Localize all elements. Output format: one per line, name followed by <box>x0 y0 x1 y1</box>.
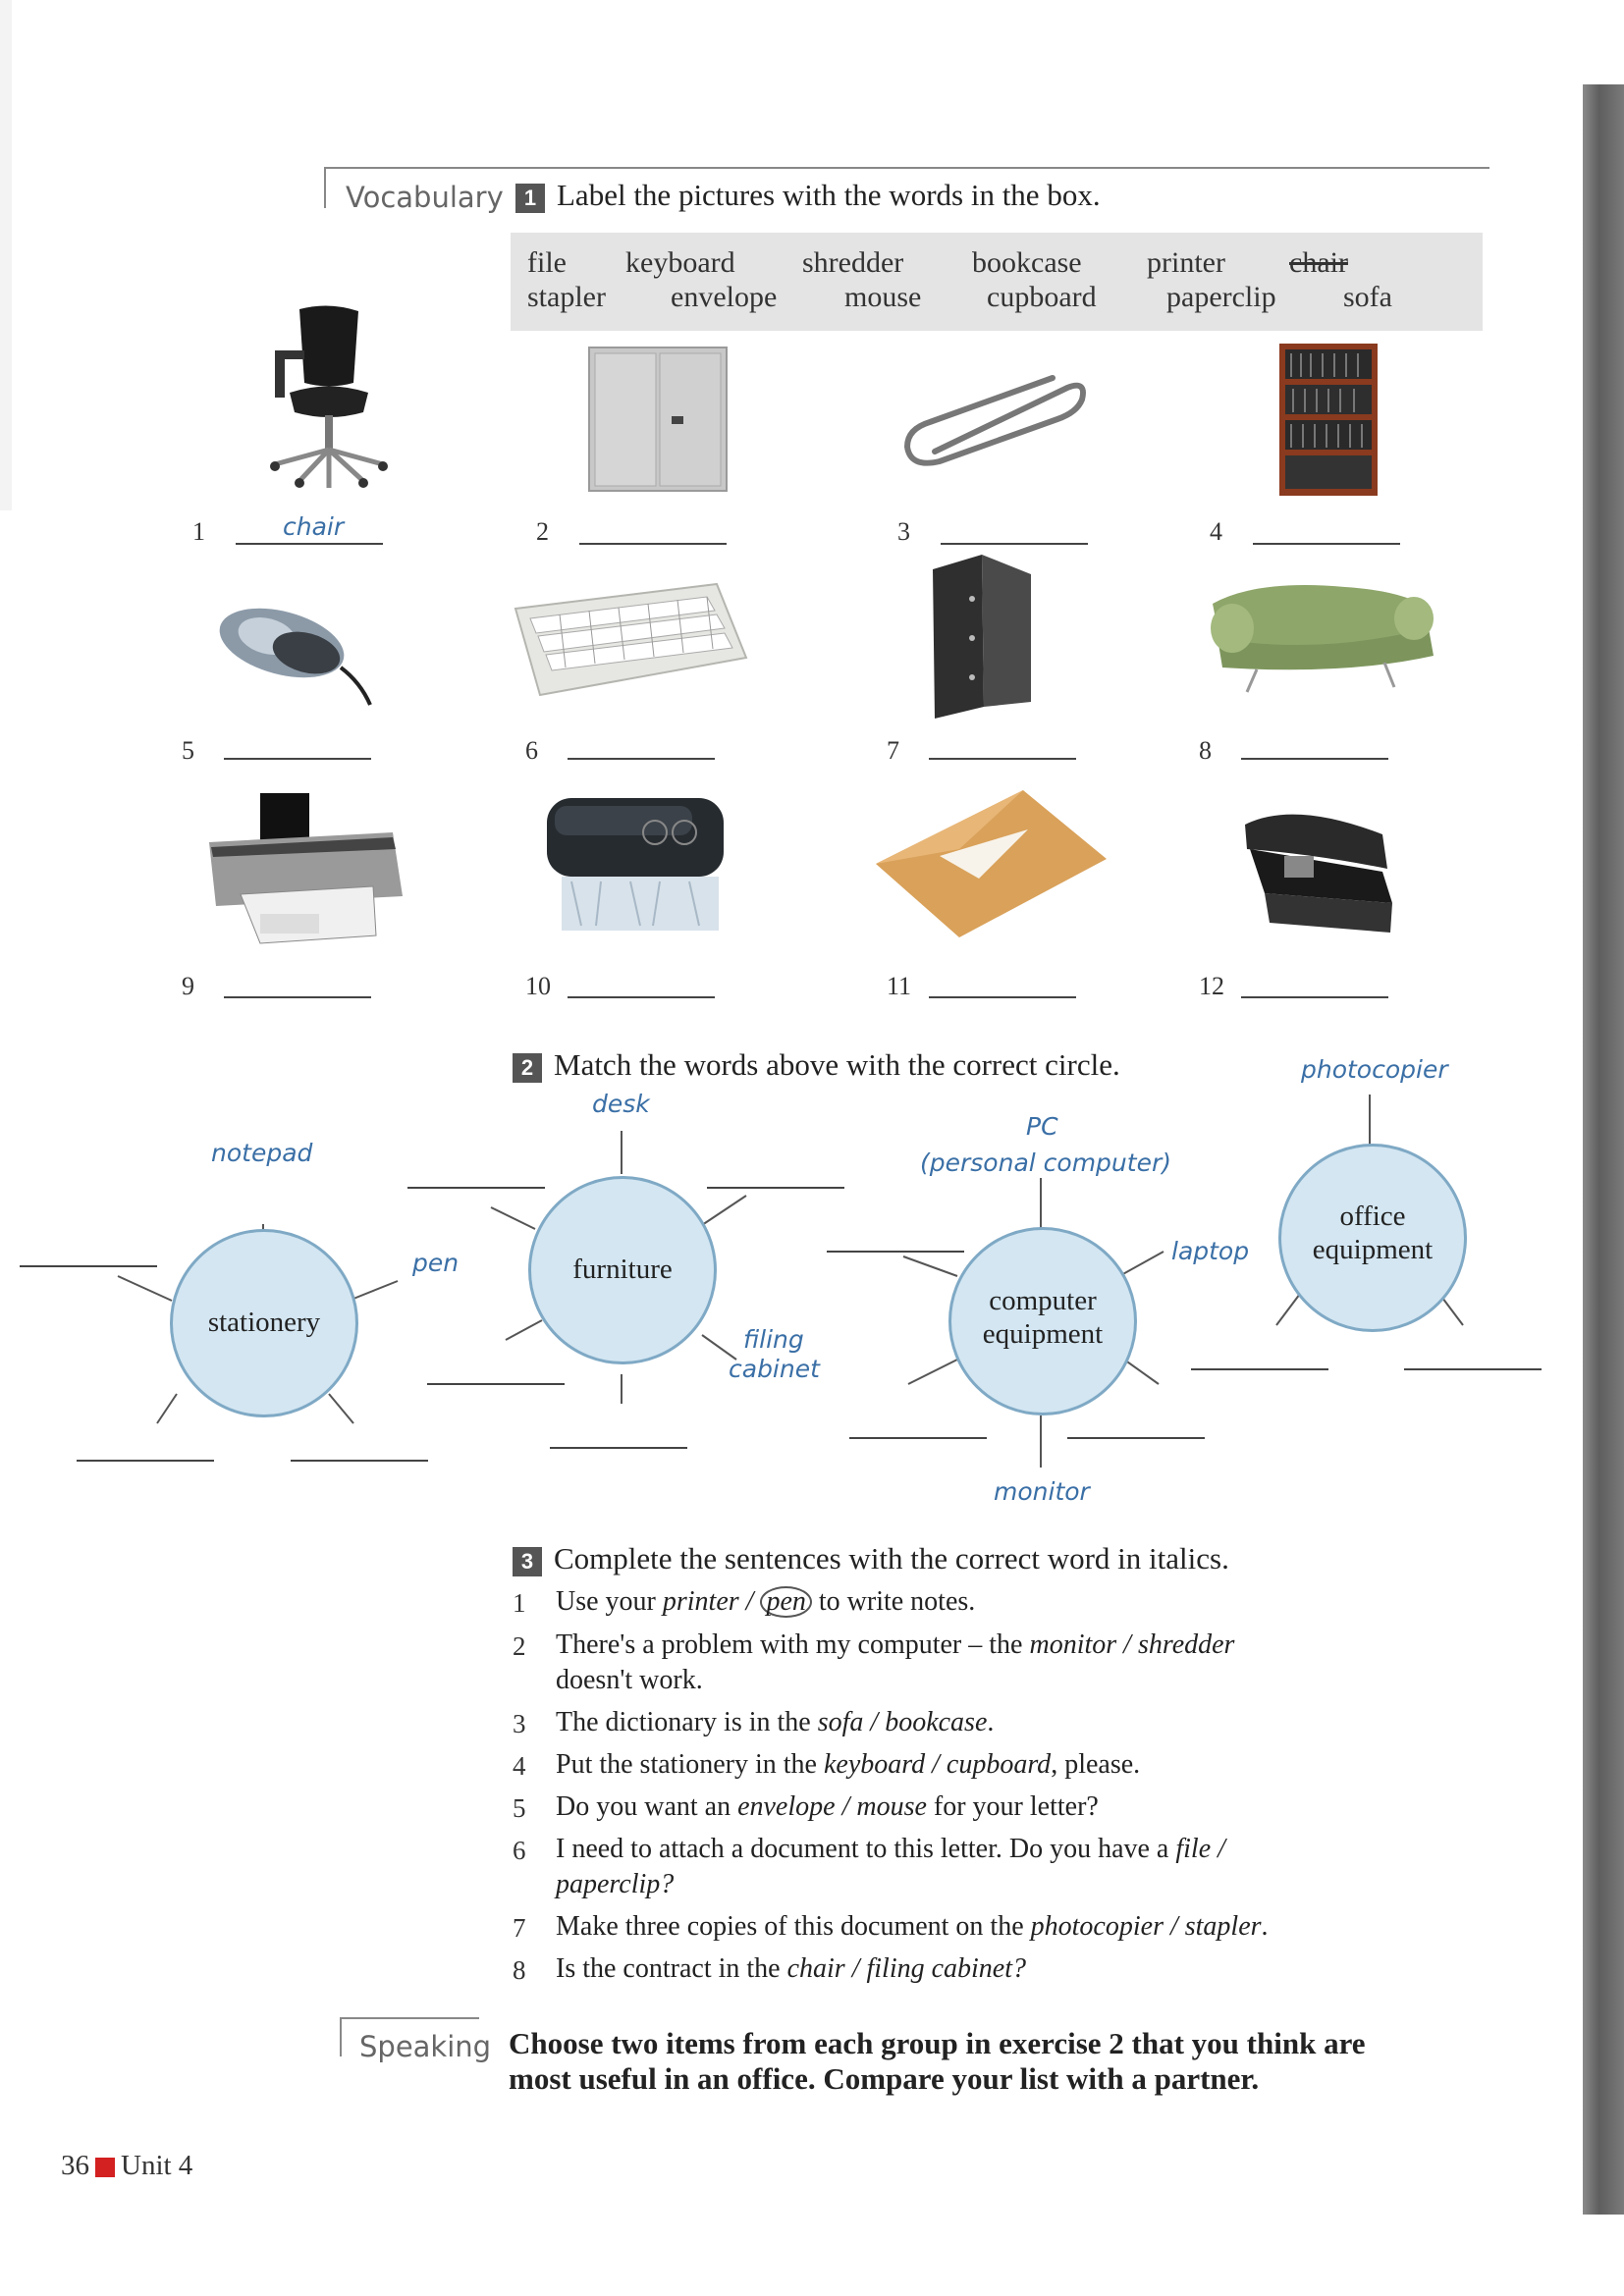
word-box-word: cupboard <box>987 281 1097 313</box>
section-label-vocabulary: Vocabulary <box>346 181 504 214</box>
word-box-word: paperclip <box>1166 281 1276 313</box>
answer-line[interactable] <box>1253 543 1400 545</box>
sentence <box>556 1747 1140 1783</box>
sentence <box>556 1584 975 1620</box>
option-2[interactable]: shredder <box>1137 1629 1235 1660</box>
circle-label-computer-equipment <box>948 1284 1137 1351</box>
sentence <box>556 1951 1026 1987</box>
section-label-speaking: Speaking <box>359 2030 492 2063</box>
speaking-instruction <box>509 2026 1366 2097</box>
handwritten-notepad: notepad <box>211 1139 313 1167</box>
item-number: 2 <box>536 517 549 546</box>
sentence <box>556 1909 1269 1945</box>
word-box-word: printer <box>1147 246 1225 279</box>
item-number: 6 <box>525 736 538 765</box>
sentence-text: Is the contract in the <box>556 1953 787 1984</box>
item-number: 9 <box>182 972 194 1000</box>
sentence-text: There's a problem with my computer – the <box>556 1629 1030 1660</box>
word-box-word: file <box>527 246 567 279</box>
shredder-picture <box>537 778 738 940</box>
word-box-word: keyboard <box>625 246 735 279</box>
word-box-word: shredder <box>802 246 904 279</box>
sentence-number: 1 <box>513 1588 526 1618</box>
answer-line[interactable] <box>1241 996 1388 998</box>
option-separator: / <box>1163 1911 1185 1942</box>
answer-line[interactable] <box>929 758 1076 760</box>
scan-edge-shadow <box>0 0 12 510</box>
item-number: 1 <box>192 517 205 546</box>
option-1[interactable]: sofa <box>817 1707 864 1737</box>
sentence-text: Do you want an <box>556 1791 738 1822</box>
item-number: 7 <box>887 736 899 765</box>
option-2[interactable]: paperclip? <box>556 1869 675 1899</box>
sentence-number: 5 <box>513 1793 526 1823</box>
handwritten-photocopier: photocopier <box>1301 1055 1448 1084</box>
exercise3-number: 3 <box>513 1547 542 1576</box>
handwritten-cabinet: cabinet <box>729 1355 820 1383</box>
sentence-number: 7 <box>513 1913 526 1943</box>
option-1[interactable]: photocopier <box>1030 1911 1164 1942</box>
option-separator: / <box>1211 1834 1225 1864</box>
sentence-text: Put the stationery in the <box>556 1749 824 1780</box>
option-2[interactable]: mouse <box>856 1791 927 1822</box>
circle-label-line: office <box>1339 1201 1406 1232</box>
stapler-picture <box>1235 795 1402 942</box>
handwritten-monitor: monitor <box>994 1477 1090 1506</box>
item-number: 5 <box>182 736 194 765</box>
exercise3-instruction: Complete the sentences with the correct word in italics. <box>554 1541 1229 1575</box>
sentence-number: 3 <box>513 1709 526 1738</box>
word-box-word-crossed: chair <box>1289 246 1348 279</box>
bookcase-picture <box>1279 344 1378 496</box>
item-number: 10 <box>525 972 551 1000</box>
option-1[interactable]: envelope <box>737 1791 836 1822</box>
exercise1-instruction: Label the pictures with the words in the box. <box>557 178 1101 212</box>
answer-line[interactable] <box>1241 758 1388 760</box>
sentence-continuation: doesn't work. <box>556 1665 703 1695</box>
word-box-word: envelope <box>671 281 778 313</box>
page-number: 36 <box>61 2150 89 2181</box>
item-number: 4 <box>1210 517 1222 546</box>
unit-label: Unit 4 <box>121 2150 193 2181</box>
sentence-text: to write notes. <box>811 1586 976 1617</box>
option-2[interactable]: stapler <box>1184 1911 1262 1942</box>
sentence-text: Use your <box>556 1586 663 1617</box>
exercise1-heading <box>515 178 1101 213</box>
option-2[interactable]: cupboard <box>946 1749 1052 1780</box>
word-box-word: bookcase <box>972 246 1082 279</box>
mouse-picture <box>208 599 385 707</box>
answer-line[interactable] <box>568 758 715 760</box>
sentence-text: I need to attach a document to this letter. Do you have a <box>556 1834 1176 1864</box>
item-number: 12 <box>1199 972 1224 1000</box>
sentence-continuation <box>556 1867 674 1902</box>
handwritten-filing: filing <box>743 1325 804 1354</box>
answer-line[interactable] <box>941 543 1088 545</box>
file-folder-picture <box>923 550 1041 721</box>
answer-line[interactable] <box>224 996 371 998</box>
option-separator: / <box>738 1586 761 1617</box>
word-box-word: sofa <box>1343 281 1392 313</box>
handwritten-pen: pen <box>412 1249 460 1277</box>
page-binding-edge <box>1583 84 1624 2215</box>
circle-label-line: equipment <box>982 1318 1104 1350</box>
answer-line[interactable] <box>579 543 727 545</box>
sentence-text: The dictionary is in the <box>556 1707 818 1737</box>
circle-label-line: equipment <box>1312 1234 1434 1265</box>
item-number: 11 <box>887 972 912 1000</box>
exercise2-number: 2 <box>513 1053 542 1083</box>
paperclip-picture <box>895 368 1097 466</box>
sentence-number: 6 <box>513 1836 526 1865</box>
speaking-line: most useful in an office. Compare your list with a partner. <box>509 2061 1260 2096</box>
sofa-picture <box>1198 569 1438 697</box>
circle-label-stationery: stationery <box>207 1307 321 1338</box>
answer-line[interactable] <box>224 758 371 760</box>
sentence <box>556 1789 1099 1825</box>
printer-picture <box>201 788 407 945</box>
exercise1-number: 1 <box>515 184 545 213</box>
handwritten-answer: chair <box>283 512 345 541</box>
option-2[interactable]: bookcase <box>885 1707 988 1737</box>
envelope-picture <box>871 785 1111 942</box>
circle-label-line: computer <box>989 1285 1097 1316</box>
answer-line[interactable] <box>236 543 383 545</box>
sentence <box>556 1705 994 1740</box>
circle-label-furniture: furniture <box>572 1254 673 1285</box>
handwritten-pc: PC <box>1026 1112 1058 1141</box>
sentence-number: 4 <box>513 1751 526 1781</box>
sentence <box>556 1628 1234 1663</box>
option-separator: / <box>1116 1629 1138 1660</box>
keyboard-picture <box>511 579 751 702</box>
option-1[interactable]: keyboard <box>823 1749 926 1780</box>
sentence-text: for your letter? <box>926 1791 1099 1822</box>
option-separator: / <box>835 1791 857 1822</box>
item-number: 3 <box>897 517 910 546</box>
item-number: 8 <box>1199 736 1212 765</box>
sentence-text: , please. <box>1051 1749 1141 1780</box>
circle-label-office-equipment <box>1278 1200 1467 1266</box>
option-separator: / <box>863 1707 886 1737</box>
sentence-text: . <box>1261 1911 1269 1942</box>
answer-line[interactable] <box>568 996 715 998</box>
word-box-word: stapler <box>527 281 606 313</box>
option-2-circled[interactable]: pen <box>760 1586 811 1618</box>
word-box-word: mouse <box>844 281 922 313</box>
page-footer <box>61 2150 192 2182</box>
sentence <box>556 1832 1225 1867</box>
option-separator: / <box>925 1749 947 1780</box>
option-separator: / <box>844 1953 867 1984</box>
office-chair-picture <box>255 299 393 496</box>
exercise2-heading <box>513 1047 1120 1083</box>
handwritten-laptop: laptop <box>1171 1237 1250 1265</box>
option-1[interactable]: file <box>1175 1834 1212 1864</box>
option-1[interactable]: monitor <box>1029 1629 1117 1660</box>
sentence-number: 2 <box>513 1631 526 1661</box>
footer-square-icon <box>95 2158 115 2177</box>
exercise2-instruction: Match the words above with the correct circle. <box>554 1047 1120 1082</box>
sentence-text: Make three copies of this document on the <box>556 1911 1031 1942</box>
exercise3-heading <box>513 1541 1229 1576</box>
handwritten-pc-full: (personal computer) <box>920 1148 1171 1177</box>
answer-line[interactable] <box>929 996 1076 998</box>
cupboard-picture <box>587 346 730 493</box>
sentence-number: 8 <box>513 1955 526 1985</box>
speaking-line: Choose two items from each group in exercise 2 that you think are <box>509 2026 1366 2060</box>
option-1[interactable]: printer <box>662 1586 739 1617</box>
handwritten-desk: desk <box>592 1090 650 1118</box>
option-1[interactable]: chair <box>786 1953 845 1984</box>
option-2[interactable]: filing cabinet? <box>866 1953 1027 1984</box>
sentence-text: . <box>987 1707 995 1737</box>
